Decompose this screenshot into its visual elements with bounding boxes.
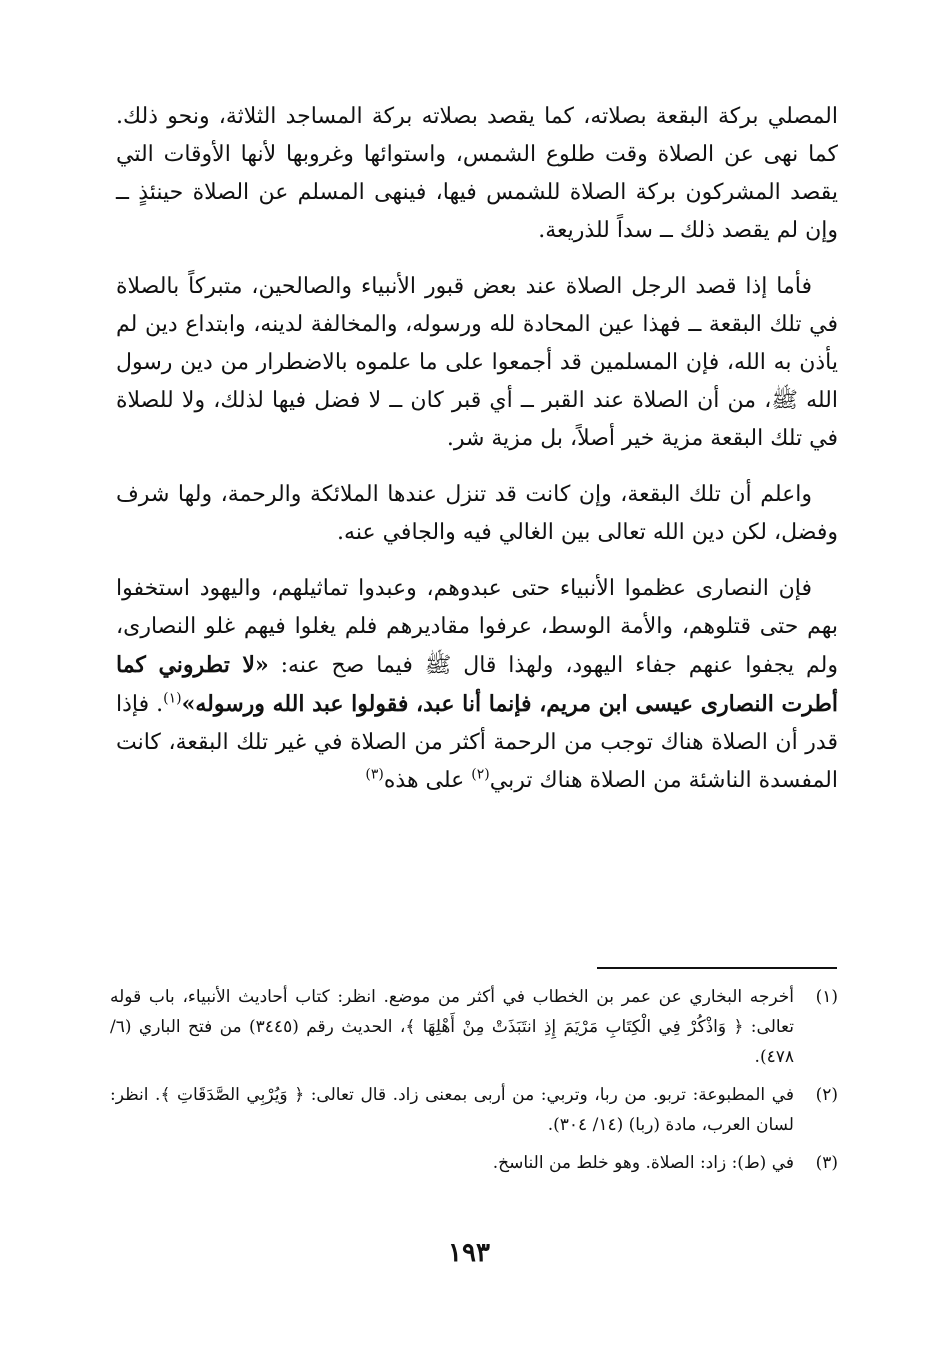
- footnote-1: [110, 982, 838, 1072]
- paragraph-4: [116, 570, 838, 800]
- footnote-3: [110, 1148, 838, 1178]
- footnote-number: (٣): [815, 1153, 838, 1173]
- footnote-ref-2: (٢): [471, 766, 490, 783]
- footnote-number: (١): [815, 987, 838, 1007]
- paragraph-3: واعلم أن تلك البقعة، وإن كانت قد تنزل عندها الملائكة والرحمة، ولها شرف وفضل، لكن دين الله تعالى بين الغالي فيه والجافي عنه.: [116, 482, 838, 545]
- paragraph-4-part3: على هذه: [383, 768, 472, 793]
- paragraph-4-part2: . فإذا قدر أن الصلاة هناك توجب من الرحمة أكثر من الصلاة في غير تلك البقعة، كانت المفسدة الناشئة من الصلاة هناك تربي: [116, 692, 838, 793]
- footnote-ref-3: (٣): [365, 766, 384, 783]
- page-number: ١٩٣: [448, 1238, 490, 1268]
- footnote-2: [110, 1080, 838, 1140]
- paragraph-2: فأما إذا قصد الرجل الصلاة عند بعض قبور الأنبياء والصالحين، متبركاً بالصلاة في تلك البقعة ــ فهذا عين المحادة لله ورسوله، والمخالفة لدينه، وابتداع دين لم يأذن به الله، فإن المسلمين قد أجمعوا على ما علموه بالاضطرار من دين رسول الله ﷺ، من أن الصلاة عند القبر ــ أي قبر كان ــ لا فضل فيها لذلك، ولا للصلاة في تلك البقعة مزية خير أصلاً، بل مزية شر.: [116, 274, 838, 451]
- footnote-number: (٢): [815, 1085, 838, 1105]
- main-text: [116, 98, 838, 800]
- footnote-ref-1: (١): [163, 690, 182, 707]
- paragraph-4-part1: فإن النصارى عظموا الأنبياء حتى عبدوهم، وعبدوا تماثيلهم، واليهود استخفوا بهم حتى قتلوهم، والأمة الوسط، عرفوا مقاديرهم فلم يغلوا فيهم غلو النصارى، ولم يجفوا عنهم جفاء اليهود، ولهذا قال ﷺ فيما صح عنه:: [116, 576, 838, 678]
- footnote-text: أخرجه البخاري عن عمر بن الخطاب في أكثر من موضع. انظر: كتاب أحاديث الأنبياء، باب قوله تعالى: ﴿ وَاذْكُرْ فِي الْكِتَابِ مَرْيَمَ إِذِ انتَبَذَتْ مِنْ أَهْلِهَا ﴾، الحديث رقم (٣٤٤٥) من فتح الباري (٦/ ٤٧٨).: [110, 987, 794, 1067]
- footnote-text: في المطبوعة: تربو. من ربا، وتربي: من أربى بمعنى زاد. قال تعالى: ﴿ وَيُرْبِي الصَّدَقَاتِ ﴾. انظر: لسان العرب، مادة (ربا) (١٤/ ٣٠٤).: [110, 1085, 794, 1135]
- footnote-separator: [597, 967, 837, 969]
- footnote-text: في (ط): زاد: الصلاة. وهو خلط من الناسخ.: [492, 1153, 794, 1173]
- footnotes: [110, 982, 838, 1186]
- hadith-quote: «لا تطروني كما أطرت النصارى عيسى ابن مريم، فإنما أنا عبد، فقولوا عبد الله ورسوله»: [116, 652, 838, 717]
- paragraph-1: المصلي بركة البقعة بصلاته، كما يقصد بصلاته بركة المساجد الثلاثة، ونحو ذلك. كما نهى عن الصلاة وقت طلوع الشمس، واستوائها وغروبها لأنها الأوقات التي يقصد المشركون بركة الصلاة للشمس فيها، فينهى المسلم عن الصلاة حينئذٍ ــ وإن لم يقصد ذلك ــ سداً للذريعة.: [116, 104, 838, 243]
